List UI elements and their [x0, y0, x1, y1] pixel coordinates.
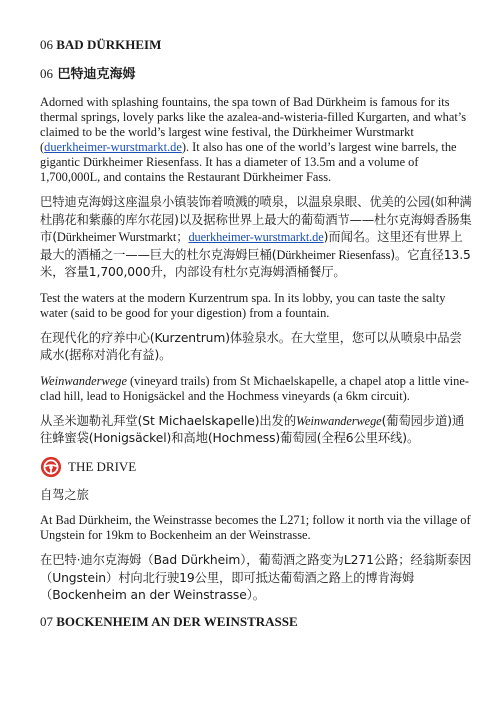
- next-section-heading: [40, 614, 472, 630]
- para1-en-text-a: Adorned with splashing fountains, the spa town of Bad Dürkheim is famous for its thermal springs, lovely parks like the azalea-and-wisteria-filled Kurgarten, and what’s claimed to be the world’s largest wine festival, the Dürkheimer Wurstmarkt (: [40, 95, 467, 154]
- paragraph-zh-3: [40, 413, 472, 448]
- section-heading-zh: [40, 66, 472, 83]
- para1-zh-text-b: )而闻名。这里还有世界上最大的酒桶之一——巨大的杜尔克海姆巨桶(: [40, 230, 463, 262]
- drive-label-zh: 自驾之旅: [40, 487, 89, 502]
- section-heading-en: [40, 37, 472, 53]
- drive-label-en: THE DRIVE: [68, 458, 137, 474]
- paragraph-en-4: At Bad Dürkheim, the Weinstrasse becomes the L271; follow it north via the village of Ungstein for 19km to Bockenheim an der Weinstrasse.: [40, 513, 471, 542]
- para3-en-text: (vineyard trails) from St Michaelskapelle, a chapel atop a little vine-clad hill, lead to Honigsäckel and the Hochmess vineyards (a 6km circuit).: [40, 373, 469, 403]
- para1-zh-latin-b: Dürkheimer Riesenfass: [276, 247, 391, 262]
- para1-en-text-b: ). It also has one of the world’s largest wine barrels, the gigantic Dürkheimer Riesenfass. It has a diameter of 13.5m and a volume of 1,700,000L, and contains the Restaurant Dürkheimer Fass.: [40, 140, 457, 184]
- steering-wheel-icon: [40, 456, 62, 478]
- paragraph-zh-1: [40, 194, 472, 282]
- para3-zh-text-b: (葡萄园步道)通往蜂蜜袋(Honigsäckel)和高地(Hochmess)葡萄园(全程6公里环线)。: [40, 413, 465, 445]
- para1-zh-sep: ；: [176, 230, 189, 244]
- paragraph-en-1: [40, 95, 472, 185]
- next-section-number: 07: [40, 613, 53, 629]
- weinwanderwege-term-zh: Weinwanderwege: [296, 413, 382, 428]
- wurstmarkt-link-zh[interactable]: duerkheimer-wurstmarkt.de: [188, 230, 324, 244]
- section-number: 06: [40, 37, 53, 52]
- drive-section-header: [40, 456, 472, 478]
- section-number-zh: 06: [40, 66, 53, 81]
- next-section-name: BOCKENHEIM AN DER WEINSTRASSE: [56, 613, 298, 629]
- paragraph-en-2: Test the waters at the modern Kurzentrum spa. In its lobby, you can taste the salty water (said to be good for your digestion) from a fountain.: [40, 290, 446, 320]
- para1-zh-text-a: 巴特迪克海姆这座温泉小镇装饰着喷溅的喷泉，以温泉泉眼、优美的公园(如种满杜鹃花和紫藤的库尔花园)以及据称世界上最大的葡萄酒节——杜尔克海姆香肠集市(: [40, 195, 472, 244]
- section-name-zh: 巴特迪克海姆: [57, 67, 136, 82]
- paragraph-zh-4: 在巴特·迪尔克海姆（Bad Dürkheim），葡萄酒之路变为L271公路；经翁斯泰因（Ungstein）村向北行驶19公里，即可抵达葡萄酒之路上的博肯海姆（Bockenheim an der Weinstrasse）。: [40, 553, 472, 602]
- wurstmarkt-link[interactable]: duerkheimer-wurstmarkt.de: [44, 140, 182, 154]
- paragraph-zh-2: 在现代化的疗养中心(Kurzentrum)体验泉水。在大堂里，您可以从喷泉中品尝咸水(据称对消化有益)。: [40, 330, 462, 362]
- para1-zh-text-c: )。它直径13.5米，容量1,700,000升，内部设有杜尔克海姆酒桶餐厅。: [40, 247, 471, 279]
- weinwanderwege-term: Weinwanderwege: [40, 373, 127, 388]
- para3-zh-text-a: 从圣米迦勒礼拜堂(St Michaelskapelle)出发的: [40, 413, 297, 428]
- section-name: BAD DÜRKHEIM: [56, 37, 162, 52]
- para1-zh-latin-a: Dürkheimer Wurstmarkt: [56, 230, 177, 244]
- paragraph-en-3: [40, 374, 472, 404]
